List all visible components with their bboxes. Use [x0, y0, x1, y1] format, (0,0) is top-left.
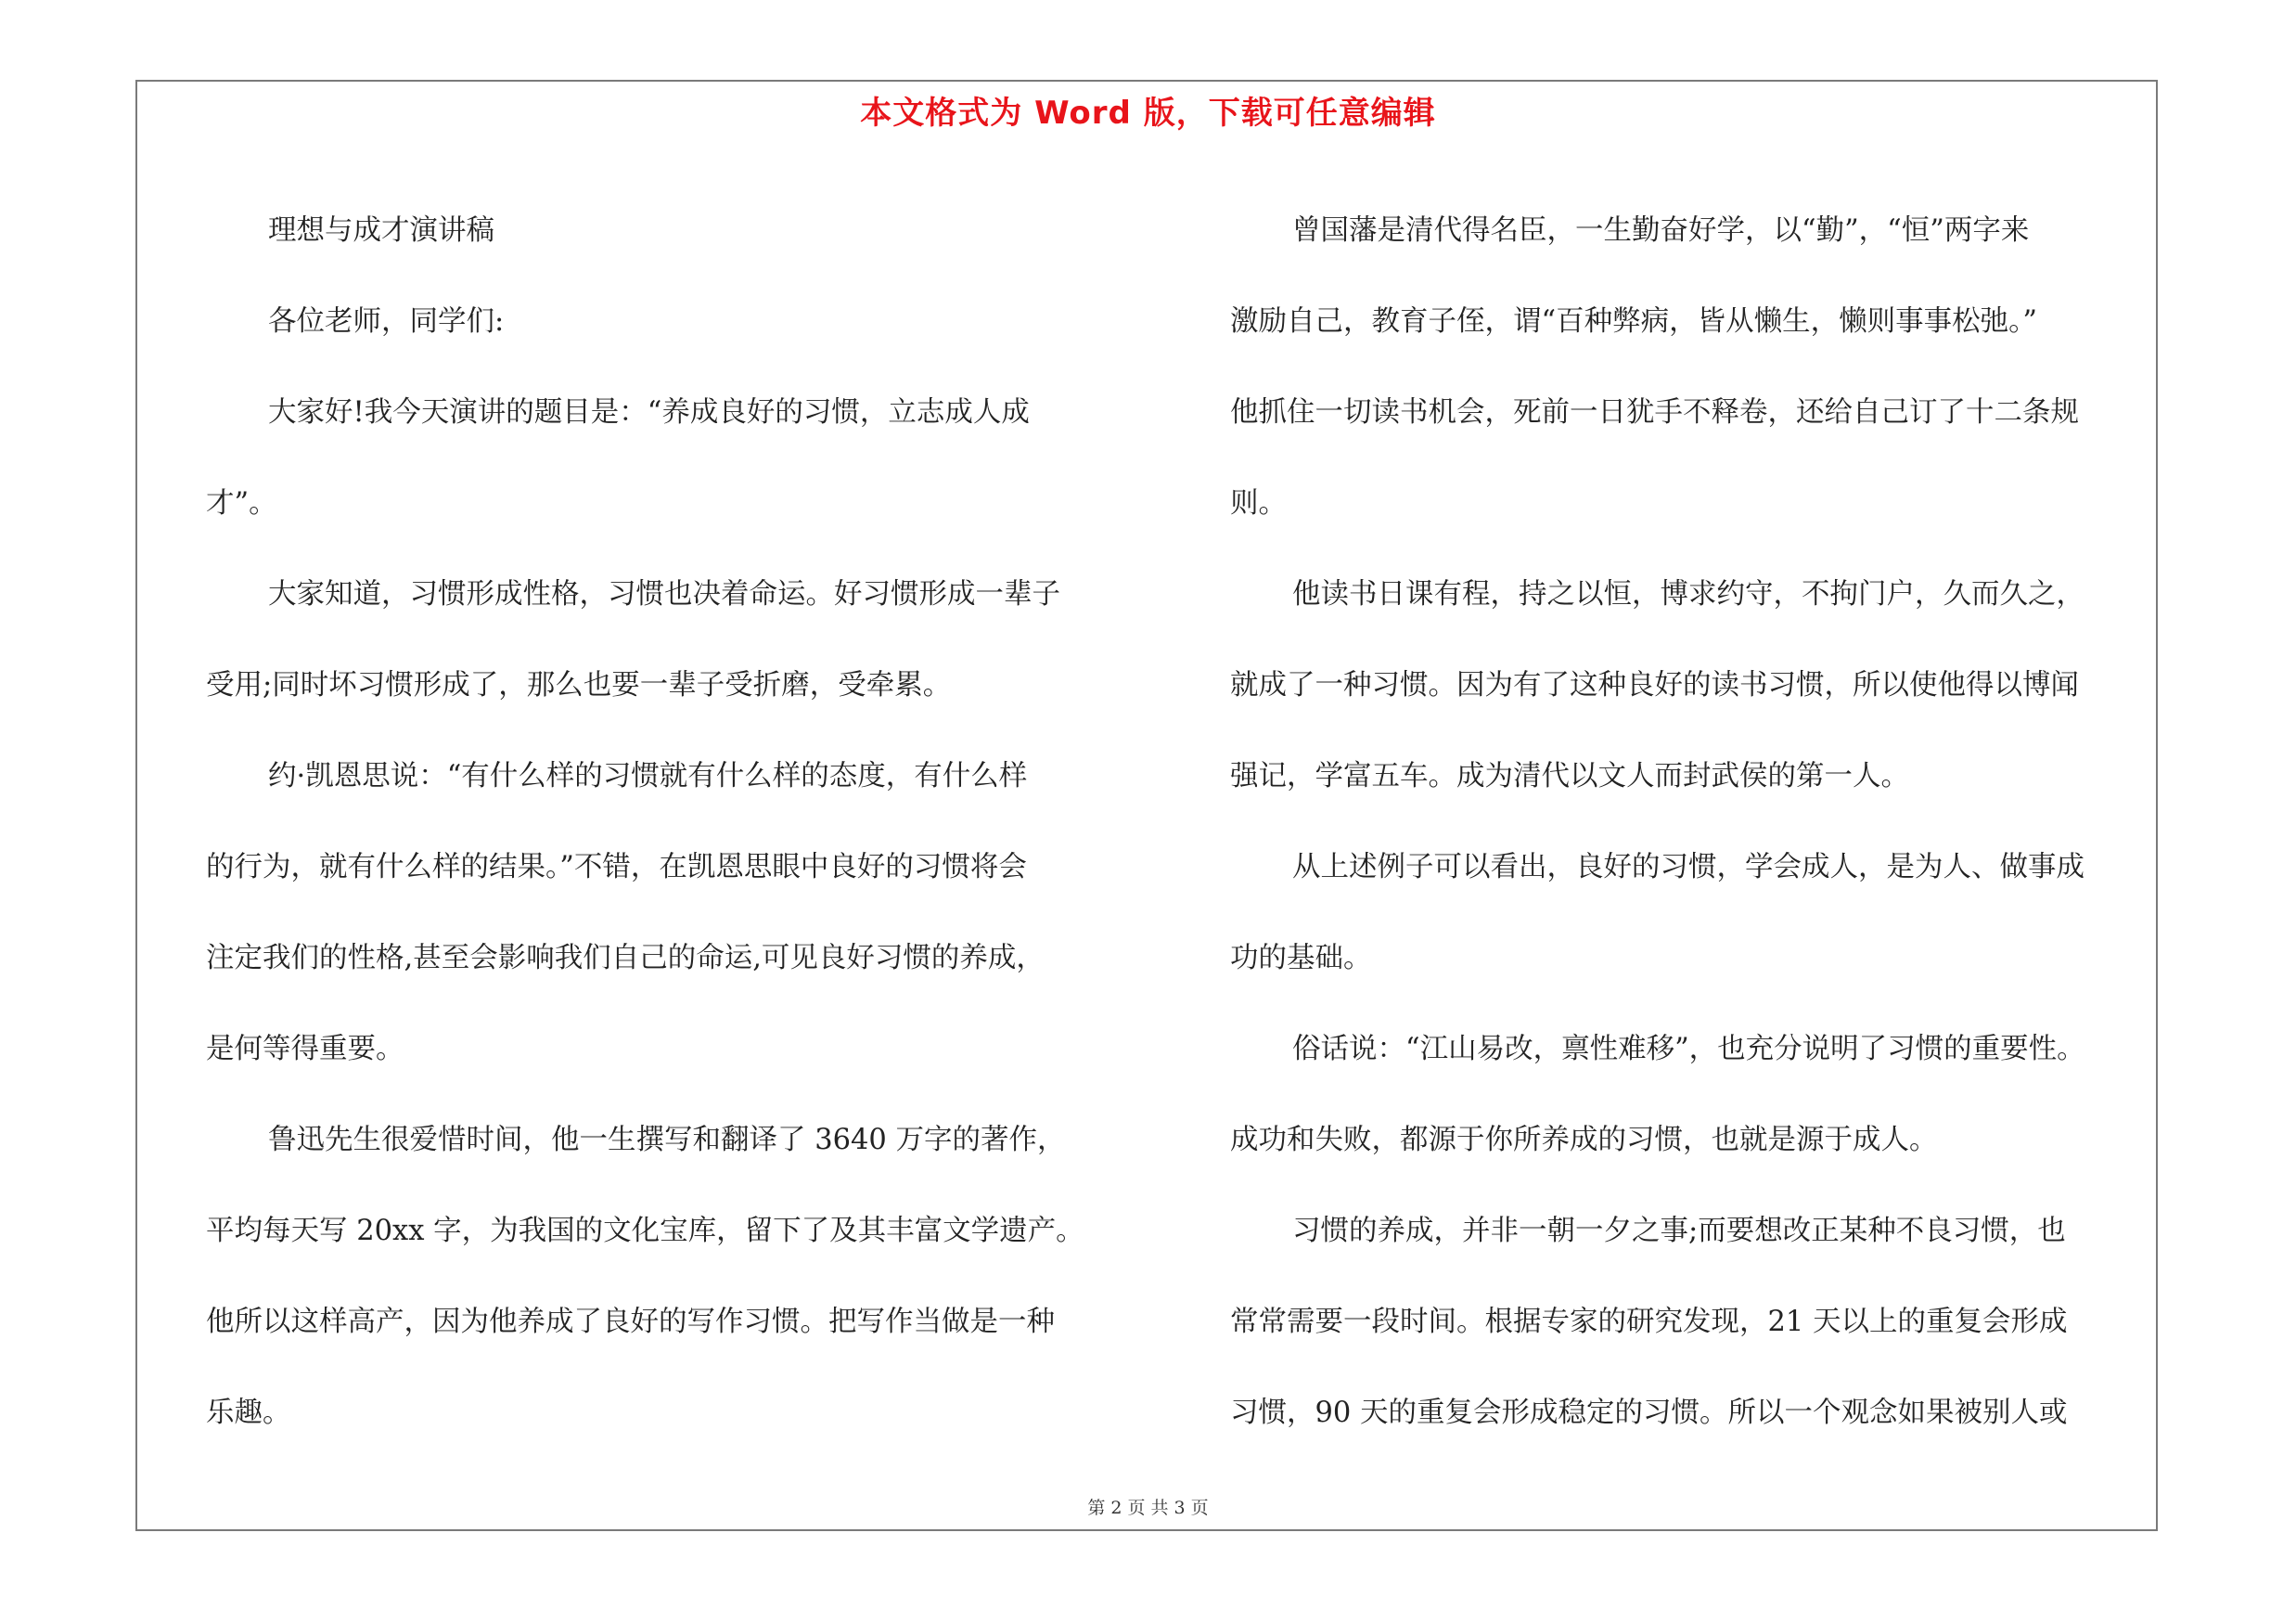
text-line: 理想与成才演讲稿 — [268, 214, 494, 247]
format-notice-banner: 本文格式为 Word 版，下载可任意编辑 — [860, 95, 1436, 132]
text-line: 就成了一种习惯。因为有了这种良好的读书习惯，所以使他得以博闻 — [1230, 669, 2079, 702]
text-line: 曾国藩是清代得名臣，一生勤奋好学，以“勤”，“恒”两字来 — [1292, 214, 2030, 247]
text-line: 他读书日课有程，持之以恒，博求约守，不拘门户，久而久之， — [1292, 578, 2084, 611]
page-number-footer: 第 2 页 共 3 页 — [1087, 1498, 1209, 1518]
text-line: 鲁迅先生很爱惜时间，他一生撰写和翻译了 3640 万字的著作， — [268, 1124, 1066, 1156]
text-line: 他所以这样高产，因为他养成了良好的写作习惯。把写作当做是一种 — [206, 1306, 1055, 1338]
right-text-column — [1230, 186, 2167, 1459]
text-line: 激励自己，教育子侄，谓“百种弊病，皆从懒生，懒则事事松弛。” — [1230, 305, 2037, 338]
text-line: 平均每天写 20xx 字，为我国的文化宝库，留下了及其丰富文学遗产。 — [206, 1215, 1084, 1247]
text-line: 才”。 — [206, 487, 277, 520]
text-line: 的行为，就有什么样的结果。”不错，在凯恩思眼中良好的习惯将会 — [206, 851, 1027, 883]
text-line: 功的基础。 — [1230, 942, 1372, 974]
text-line: 注定我们的性格,甚至会影响我们自己的命运,可见良好习惯的养成， — [206, 942, 1045, 974]
text-line: 从上述例子可以看出，良好的习惯，学会成人，是为人、做事成 — [1292, 851, 2084, 883]
text-line: 乐趣。 — [206, 1397, 291, 1429]
text-line: 习惯的养成，并非一朝一夕之事;而要想改正某种不良习惯，也 — [1292, 1215, 2066, 1247]
text-line: 常常需要一段时间。根据专家的研究发现，21 天以上的重复会形成 — [1230, 1306, 2068, 1338]
text-line: 成功和失败，都源于你所养成的习惯，也就是源于成人。 — [1230, 1124, 1938, 1156]
text-line: 大家好!我今天演讲的题目是：“养成良好的习惯，立志成人成 — [268, 396, 1030, 429]
text-line: 各位老师，同学们: — [268, 305, 505, 338]
text-line: 是何等得重要。 — [206, 1033, 404, 1065]
text-line: 受用;同时坏习惯形成了，那么也要一辈子受折磨，受牵累。 — [206, 669, 952, 702]
text-line: 强记，学富五车。成为清代以文人而封武侯的第一人。 — [1230, 760, 1909, 792]
text-line: 他抓住一切读书机会，死前一日犹手不释卷，还给自己订了十二条规 — [1230, 396, 2079, 429]
text-line: 俗话说：“江山易改，禀性难移”，也充分说明了习惯的重要性。 — [1292, 1033, 2085, 1065]
text-line: 约·凯恩思说：“有什么样的习惯就有什么样的态度，有什么样 — [268, 760, 1028, 792]
text-line: 则。 — [1230, 487, 1287, 520]
text-line: 习惯，90 天的重复会形成稳定的习惯。所以一个观念如果被别人或 — [1230, 1397, 2068, 1429]
left-text-column — [206, 186, 1143, 1459]
text-line: 大家知道，习惯形成性格，习惯也决着命运。好习惯形成一辈子 — [268, 578, 1060, 611]
